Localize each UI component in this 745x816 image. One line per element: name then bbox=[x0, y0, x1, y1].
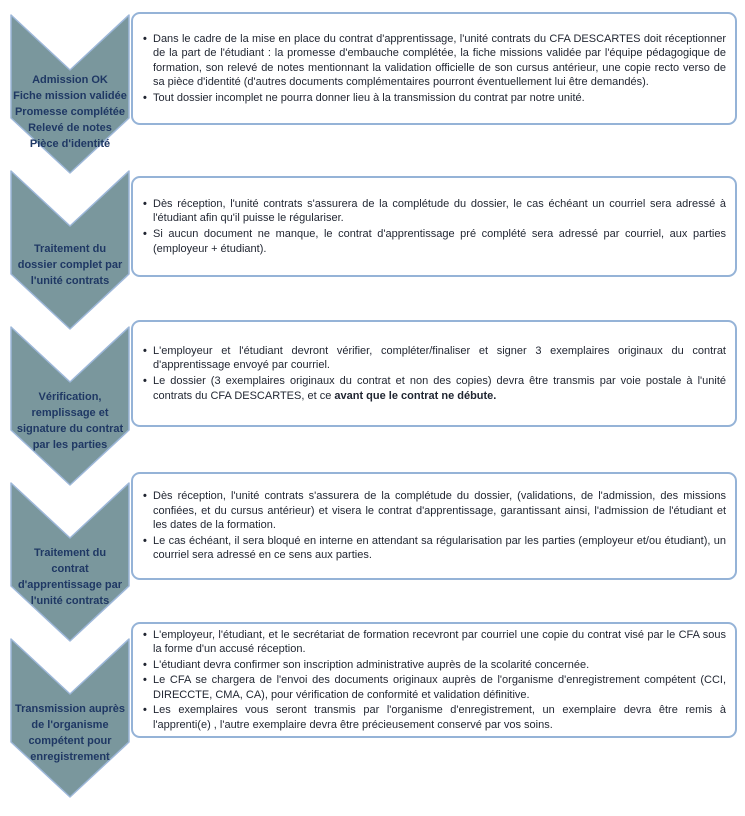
bullet-text: Tout dossier incomplet ne pourra donner lieu à la transmission du contrat par notre unité. bbox=[153, 91, 585, 104]
step-box-3 bbox=[131, 320, 737, 427]
bullet-text: Dans le cadre de la mise en place du contrat d'apprentissage, l'unité contrats du CFA DESCARTES doit réceptionner de la part de l'étudiant : la promesse d'embauche complétée, la fiche missions validée par l'équipe pédagogique de formation, son relevé de notes mentionnant la validation officielle de son cursus antérieur, une copie recto verso de sa pièce d'identité (d'autres documents complémentaires pourront éventuellement lui être demandés). bbox=[153, 32, 726, 89]
bullet-text: Dès réception, l'unité contrats s'assurera de la complétude du dossier, le cas échéant un courriel sera adressé à l'étudiant afin qu'il puisse le régulariser. bbox=[153, 197, 726, 225]
chevron-label-line: contrat bbox=[51, 563, 89, 576]
step-box-5 bbox=[131, 622, 737, 738]
bullet-item bbox=[142, 344, 726, 373]
chevron-label-line: Vérification, bbox=[38, 391, 102, 404]
chevron-label-4 bbox=[12, 532, 128, 624]
chevron-label-line: Promesse complétée bbox=[14, 106, 126, 119]
bullet-item bbox=[142, 703, 726, 732]
chevron-label-line: Traitement du bbox=[33, 547, 107, 560]
bullet-text: Les exemplaires vous seront transmis par l'organisme d'enregistrement, un exemplaire devra être remis à l'apprenti(e) , l'autre exemplaire devra être précieusement conservé par vos soins. bbox=[153, 704, 726, 731]
bullet-item bbox=[142, 673, 726, 702]
bullet-item bbox=[142, 658, 726, 673]
step-box-4 bbox=[131, 472, 737, 580]
bullet-item bbox=[142, 534, 726, 563]
chevron-label-5 bbox=[12, 688, 128, 780]
step-bullet-list bbox=[142, 196, 726, 257]
bullet-text: Le cas échéant, il sera bloqué en interne en attendant sa régularisation par les parties (employeur et/ou étudiant), un courriel sera adressé en ce sens aux parties. bbox=[153, 534, 726, 562]
step-box-2 bbox=[131, 176, 737, 277]
bullet-item bbox=[142, 628, 726, 657]
bullet-text: L'employeur et l'étudiant devront vérifier, compléter/finaliser et signer 3 exemplaires originaux du contrat d'apprentissage envoyé par courriel. bbox=[153, 344, 726, 372]
bullet-item bbox=[142, 227, 726, 256]
step-bullet-list bbox=[142, 31, 726, 107]
chevron-step-4 bbox=[10, 482, 130, 642]
chevron-label-line: compétent pour bbox=[28, 735, 112, 747]
bullet-text-bold: avant que le contrat ne débute. bbox=[334, 389, 497, 402]
chevron-label-1 bbox=[12, 60, 128, 166]
chevron-step-1 bbox=[10, 14, 130, 174]
chevron-label-line: par les parties bbox=[32, 438, 108, 451]
chevron-label-line: Relevé de notes bbox=[28, 121, 112, 134]
chevron-label-line: Transmission auprès bbox=[14, 703, 126, 716]
step-bullet-list bbox=[142, 627, 726, 734]
chevron-label-2 bbox=[12, 220, 128, 312]
step-box-1 bbox=[131, 12, 737, 125]
bullet-text: Dès réception, l'unité contrats s'assurera de la complétude du dossier, (validations, de l'admission, des missions confiées, et du cursus antérieur) et visera le contrat d'apprentissage, garantissant ainsi, l'admission de l'étudiant et les dates de la formation. bbox=[153, 490, 726, 532]
step-bullet-list bbox=[142, 343, 726, 404]
bullet-text: L'employeur, l'étudiant, et le secrétariat de formation recevront par courriel une copie du contrat visé par le CFA sous la forme d'un accusé réception. bbox=[153, 628, 726, 656]
chevron-label-line: Admission OK bbox=[32, 74, 108, 87]
step-bullet-list bbox=[142, 488, 726, 564]
bullet-text: Si aucun document ne manque, le contrat d'apprentissage pré complété sera adressé par courriel, aux parties (employeur + étudiant). bbox=[153, 228, 726, 255]
chevron-label-line: d'apprentissage par bbox=[17, 579, 123, 591]
chevron-label-3 bbox=[12, 376, 128, 468]
bullet-text: Le dossier (3 exemplaires originaux du contrat et non des copies) devra être transmis par voie postale à l'unité contrats du CFA DESCARTES, et ce bbox=[153, 375, 726, 402]
bullet-text: L'étudiant devra confirmer son inscription administrative auprès de la scolarité concernée. bbox=[153, 658, 590, 671]
bullet-item bbox=[142, 489, 726, 533]
chevron-step-5 bbox=[10, 638, 130, 798]
chevron-label-line: enregistrement bbox=[30, 750, 110, 763]
chevron-step-2 bbox=[10, 170, 130, 330]
chevron-label-line: l'unité contrats bbox=[30, 594, 110, 607]
bullet-item bbox=[142, 91, 726, 106]
chevron-step-3 bbox=[10, 326, 130, 486]
chevron-label-line: de l'organisme bbox=[31, 719, 109, 732]
chevron-label-line: Pièce d'identité bbox=[29, 137, 111, 150]
chevron-label-line: Fiche mission validée bbox=[13, 90, 127, 103]
bullet-text: Le CFA se chargera de l'envoi des documents originaux auprès de l'organisme d'enregistrement compétent (CCI, DIRECCTE, CMA, CA), pour vérification de conformité et validation définitive. bbox=[153, 674, 726, 701]
bullet-item bbox=[142, 32, 726, 90]
chevron-label-line: l'unité contrats bbox=[30, 274, 110, 287]
bullet-item bbox=[142, 374, 726, 403]
chevron-label-line: remplissage et bbox=[31, 407, 109, 420]
chevron-label-line: Traitement du bbox=[33, 243, 107, 256]
chevron-label-line: dossier complet par bbox=[17, 259, 123, 272]
bullet-item bbox=[142, 197, 726, 226]
chevron-label-line: signature du contrat bbox=[16, 423, 124, 435]
